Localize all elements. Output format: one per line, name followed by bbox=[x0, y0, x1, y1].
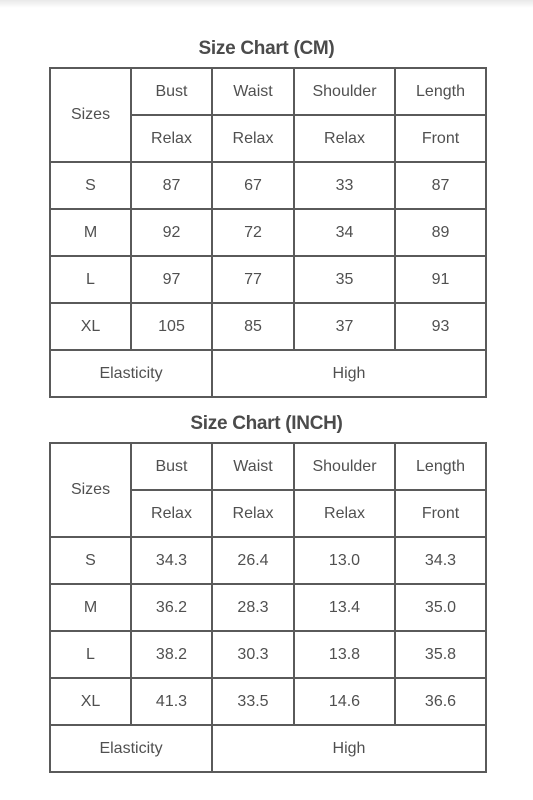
size-label: L bbox=[50, 256, 131, 303]
bust-value: 34.3 bbox=[131, 537, 212, 584]
size-table-inch bbox=[49, 442, 487, 773]
size-table-cm bbox=[49, 67, 487, 398]
table-row bbox=[50, 678, 486, 725]
column-header-waist: Waist bbox=[212, 443, 294, 490]
elasticity-value: High bbox=[212, 725, 486, 772]
shoulder-value: 34 bbox=[294, 209, 395, 256]
subheader-bust: Relax bbox=[131, 490, 212, 537]
subheader-waist: Relax bbox=[212, 115, 294, 162]
length-value: 36.6 bbox=[395, 678, 486, 725]
size-label: XL bbox=[50, 678, 131, 725]
top-shadow-divider bbox=[0, 0, 533, 8]
length-value: 91 bbox=[395, 256, 486, 303]
bust-value: 36.2 bbox=[131, 584, 212, 631]
table-row bbox=[50, 162, 486, 209]
waist-value: 28.3 bbox=[212, 584, 294, 631]
elasticity-label: Elasticity bbox=[50, 725, 212, 772]
subheader-bust: Relax bbox=[131, 115, 212, 162]
size-label: XL bbox=[50, 303, 131, 350]
column-header-length: Length bbox=[395, 68, 486, 115]
shoulder-value: 35 bbox=[294, 256, 395, 303]
waist-value: 30.3 bbox=[212, 631, 294, 678]
bust-value: 41.3 bbox=[131, 678, 212, 725]
bust-value: 105 bbox=[131, 303, 212, 350]
column-header-waist: Waist bbox=[212, 68, 294, 115]
waist-value: 67 bbox=[212, 162, 294, 209]
elasticity-row bbox=[50, 350, 486, 397]
table-row bbox=[50, 537, 486, 584]
subheader-shoulder: Relax bbox=[294, 490, 395, 537]
waist-value: 72 bbox=[212, 209, 294, 256]
shoulder-value: 37 bbox=[294, 303, 395, 350]
shoulder-value: 13.0 bbox=[294, 537, 395, 584]
shoulder-value: 14.6 bbox=[294, 678, 395, 725]
column-header-shoulder: Shoulder bbox=[294, 68, 395, 115]
length-value: 35.0 bbox=[395, 584, 486, 631]
bust-value: 38.2 bbox=[131, 631, 212, 678]
waist-value: 85 bbox=[212, 303, 294, 350]
column-header-shoulder: Shoulder bbox=[294, 443, 395, 490]
table-row bbox=[50, 303, 486, 350]
size-label: M bbox=[50, 584, 131, 631]
shoulder-value: 13.4 bbox=[294, 584, 395, 631]
size-label: S bbox=[50, 162, 131, 209]
column-header-bust: Bust bbox=[131, 68, 212, 115]
waist-value: 33.5 bbox=[212, 678, 294, 725]
table-row bbox=[50, 209, 486, 256]
shoulder-value: 13.8 bbox=[294, 631, 395, 678]
shoulder-value: 33 bbox=[294, 162, 395, 209]
waist-value: 26.4 bbox=[212, 537, 294, 584]
subheader-length: Front bbox=[395, 115, 486, 162]
sizes-header: Sizes bbox=[50, 443, 131, 537]
length-value: 35.8 bbox=[395, 631, 486, 678]
table-row bbox=[50, 631, 486, 678]
subheader-length: Front bbox=[395, 490, 486, 537]
table-row bbox=[50, 256, 486, 303]
subheader-waist: Relax bbox=[212, 490, 294, 537]
bust-value: 92 bbox=[131, 209, 212, 256]
size-label: M bbox=[50, 209, 131, 256]
length-value: 34.3 bbox=[395, 537, 486, 584]
sizes-header: Sizes bbox=[50, 68, 131, 162]
bust-value: 97 bbox=[131, 256, 212, 303]
waist-value: 77 bbox=[212, 256, 294, 303]
header-row bbox=[50, 68, 486, 115]
elasticity-value: High bbox=[212, 350, 486, 397]
column-header-length: Length bbox=[395, 443, 486, 490]
subheader-shoulder: Relax bbox=[294, 115, 395, 162]
bust-value: 87 bbox=[131, 162, 212, 209]
elasticity-row bbox=[50, 725, 486, 772]
chart-title-inch: Size Chart (INCH) bbox=[190, 413, 343, 434]
elasticity-label: Elasticity bbox=[50, 350, 212, 397]
chart-title-cm: Size Chart (CM) bbox=[198, 38, 335, 59]
length-value: 93 bbox=[395, 303, 486, 350]
length-value: 87 bbox=[395, 162, 486, 209]
header-row bbox=[50, 443, 486, 490]
table-row bbox=[50, 584, 486, 631]
size-label: S bbox=[50, 537, 131, 584]
size-label: L bbox=[50, 631, 131, 678]
length-value: 89 bbox=[395, 209, 486, 256]
column-header-bust: Bust bbox=[131, 443, 212, 490]
